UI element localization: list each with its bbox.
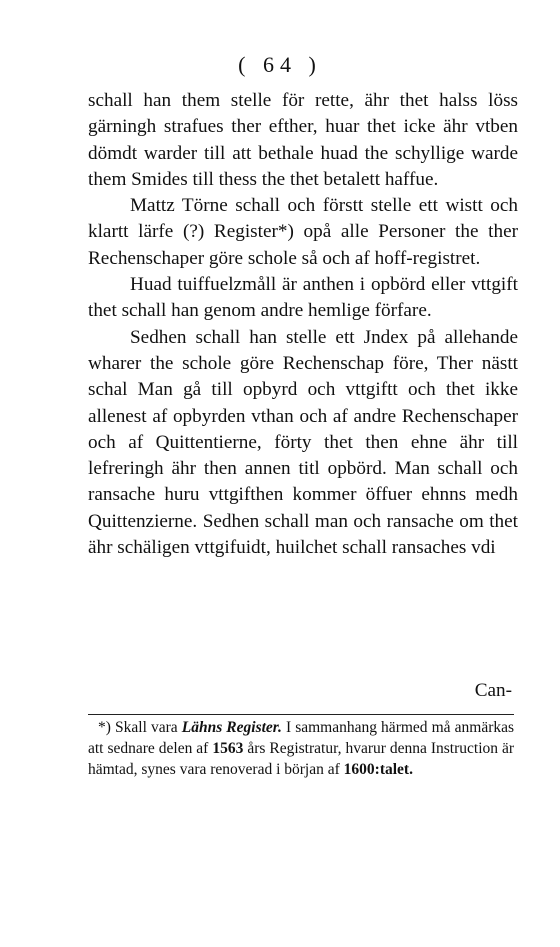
page-number: ( 64 ) — [238, 52, 322, 77]
footnote-year-2: 1600 — [343, 761, 375, 778]
footnote-divider — [88, 714, 514, 715]
footnote-year-1: 1563 — [212, 740, 244, 757]
footnote-marker: *) — [98, 719, 111, 736]
footnote-text-3: :talet. — [374, 761, 413, 778]
footnote-text-1: I sammanhang härmed må anmärkas att sednare delen af — [88, 719, 515, 757]
footnote-title: Lähns Register. — [181, 719, 282, 736]
paragraph-2: Mattz Törne schall och förstt stelle ett wistt och klartt lärfe (?) Register*) opå alle Personer the ther Rechenschaper göre schole så och af hoff-registret. — [88, 195, 518, 269]
paragraph-1: schall han them stelle för rette, ähr thet halss löss gärningh strafues ther efther, huar thet icke ähr vtben dömdt warder till att bethale huad the schyllige warde them Smides till thess the thet betalett haffue. — [88, 90, 518, 190]
footnote-lead: Skall vara — [115, 719, 178, 736]
catchword: Can- — [474, 680, 512, 701]
footnote-text-2: års Registratur, hvarur denna Instruction är hämtad, synes vara renoverad i början af — [88, 740, 515, 778]
paragraph-4: Sedhen schall han stelle ett Jndex på allehande wharer the schole göre Rechenschap före, Ther nästt schal Man gå till opbyrd och vttgiftt och thet ikke allenest af opbyrden vthan och af andre Rechenschaper och af Quittentierne, förty thet then ehne ähr till lefreringh ähr then annen titl opbörd. Man schall och ransache huru vttgifthen kommer öffuer ehnns medh Quittenzierne. Sedhen schall man och ransache om thet ähr schäligen vttgifuidt, huilchet schall ransaches vdi — [88, 326, 518, 559]
paragraph-3: Huad tuiffuelzmåll är anthen i opbörd eller vttgift thet schall han genom andre hemlige förfare. — [88, 274, 518, 322]
main-text — [88, 88, 518, 561]
footnote — [88, 717, 514, 780]
